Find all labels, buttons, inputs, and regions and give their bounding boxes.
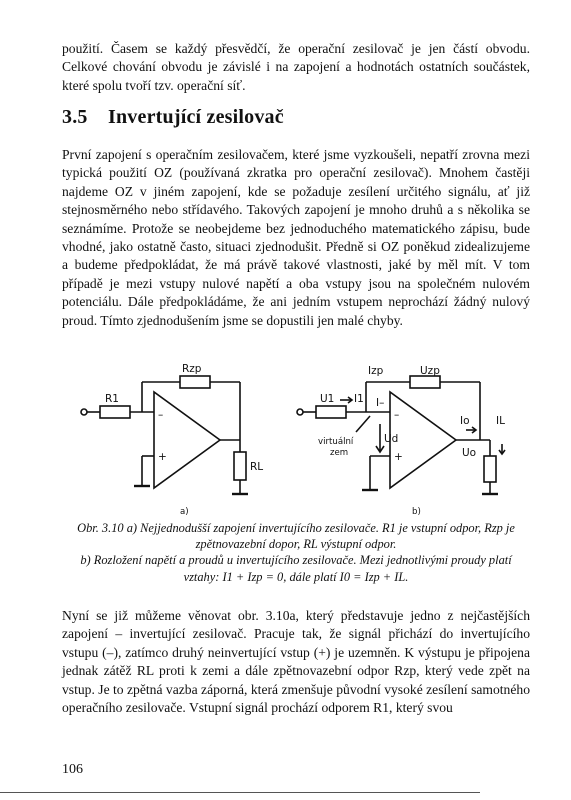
il-label: IL	[496, 415, 505, 427]
plus-input-b: +	[394, 451, 403, 463]
circuit-figure	[70, 360, 520, 520]
minus-input-a: –	[158, 409, 164, 421]
circuit-diagram	[70, 360, 520, 520]
caption-line-b: b) Rozložení napětí a proudů u invertujícího zesilovače. Mezi jednotlivými proudy platí vztahy: I1 + Izp = 0, dále platí I0 = Izp + IL.	[80, 553, 512, 584]
intro-paragraph: První zapojení s operačním zesilovačem, které jsme vyzkoušeli, nepatří zrovna mezi typická použití OZ (používaná zkratka pro operační zesilovač). Mnohem častěji najdeme OZ v jiném zapojení, kde se požaduje zesílení určitého signálu, ať již stejnosměrného nebo střídavého. Takových zapojení je mnoho druhů a s několika se seznámíme. Protože se neobejdeme bez jednoduchého matematického zápisu, bude vhodné, jako ostatně často, situaci zjednodušit. Předně si OZ poněkud zidealizujeme a budeme předpokládat, že má právě takové vlastnosti, jaké by měl mít. V tom případě je mezi vstupy nulové napětí a oba vstupy jsou na společném nulovém potenciálu. Dále předpokládáme, že ani jedním vstupem neprochází žádný nulový proud. Tímto zjednodušením jsme se dopustili jen malé chyby.	[62, 147, 530, 328]
sublabel-a: a)	[180, 507, 189, 517]
virtual-label: virtuální	[318, 437, 354, 447]
rzp-resistor-b	[410, 376, 440, 388]
page-number: 106	[62, 762, 83, 777]
caption-line-a: Obr. 3.10 a) Nejjednodušší zapojení invertujícího zesilovače. R1 je vstupní odpor, Rzp je zpětnovazební dopor, RL výstupní odpor.	[77, 521, 515, 552]
plus-input-a: +	[158, 451, 167, 463]
uo-label: Uo	[462, 447, 477, 459]
input-terminal-b	[297, 409, 303, 415]
body-paragraph: Nyní se již můžeme věnovat obr. 3.10a, který představuje jedno z nejčastějších zapojení – invertující zesilovač. Pracuje tak, že signál přichází do invertujícího vstupu (–), zatímco druhý neinvertující vstup (+) je uzemněn. K výstupu je připojena jednak zátěž RL proti k zemi a dále zpětnovazební odpor Rzp, který vede zpět na vstup. Je to zpětná vazba záporná, která zmenšuje původní vysoké zesílení samotného operačního zesilovače. Vstupní signál prochází odporem R1, který svou	[62, 608, 530, 716]
section-number: 3.5	[62, 106, 88, 128]
io-label: Io	[460, 415, 470, 427]
footer-rule	[0, 792, 480, 793]
r1-resistor	[100, 406, 130, 418]
input-terminal	[81, 409, 87, 415]
i-minus-label: I–	[376, 397, 385, 409]
opamp-a	[154, 392, 220, 488]
rl-label: RL	[250, 461, 264, 473]
rl-resistor-b	[484, 456, 496, 482]
rl-resistor	[234, 452, 246, 480]
section-heading	[62, 106, 284, 129]
rzp-label: Rzp	[182, 363, 202, 375]
r1-resistor-b	[316, 406, 346, 418]
r1-label: R1	[105, 393, 119, 405]
figure-caption	[62, 520, 530, 585]
uzp-label: Uzp	[420, 365, 440, 377]
section-title: Invertující zesilovač	[108, 106, 284, 128]
minus-input-b: –	[394, 409, 400, 421]
sublabel-b: b)	[412, 507, 421, 517]
i1-label: I1	[354, 393, 364, 405]
opamp-b	[390, 392, 456, 488]
rzp-resistor	[180, 376, 210, 388]
ud-label: Ud	[384, 433, 399, 445]
izp-label: Izp	[368, 365, 384, 377]
top-paragraph: použití. Časem se každý přesvědčí, že operační zesilovač je jen částí obvodu. Celkové chování obvodu je závislé i na zapojení a hodnotách ostatních součástek, které spolu tvoří tzv. operační síť.	[62, 41, 530, 93]
zem-label: zem	[330, 448, 349, 458]
u1-label: U1	[320, 393, 335, 405]
